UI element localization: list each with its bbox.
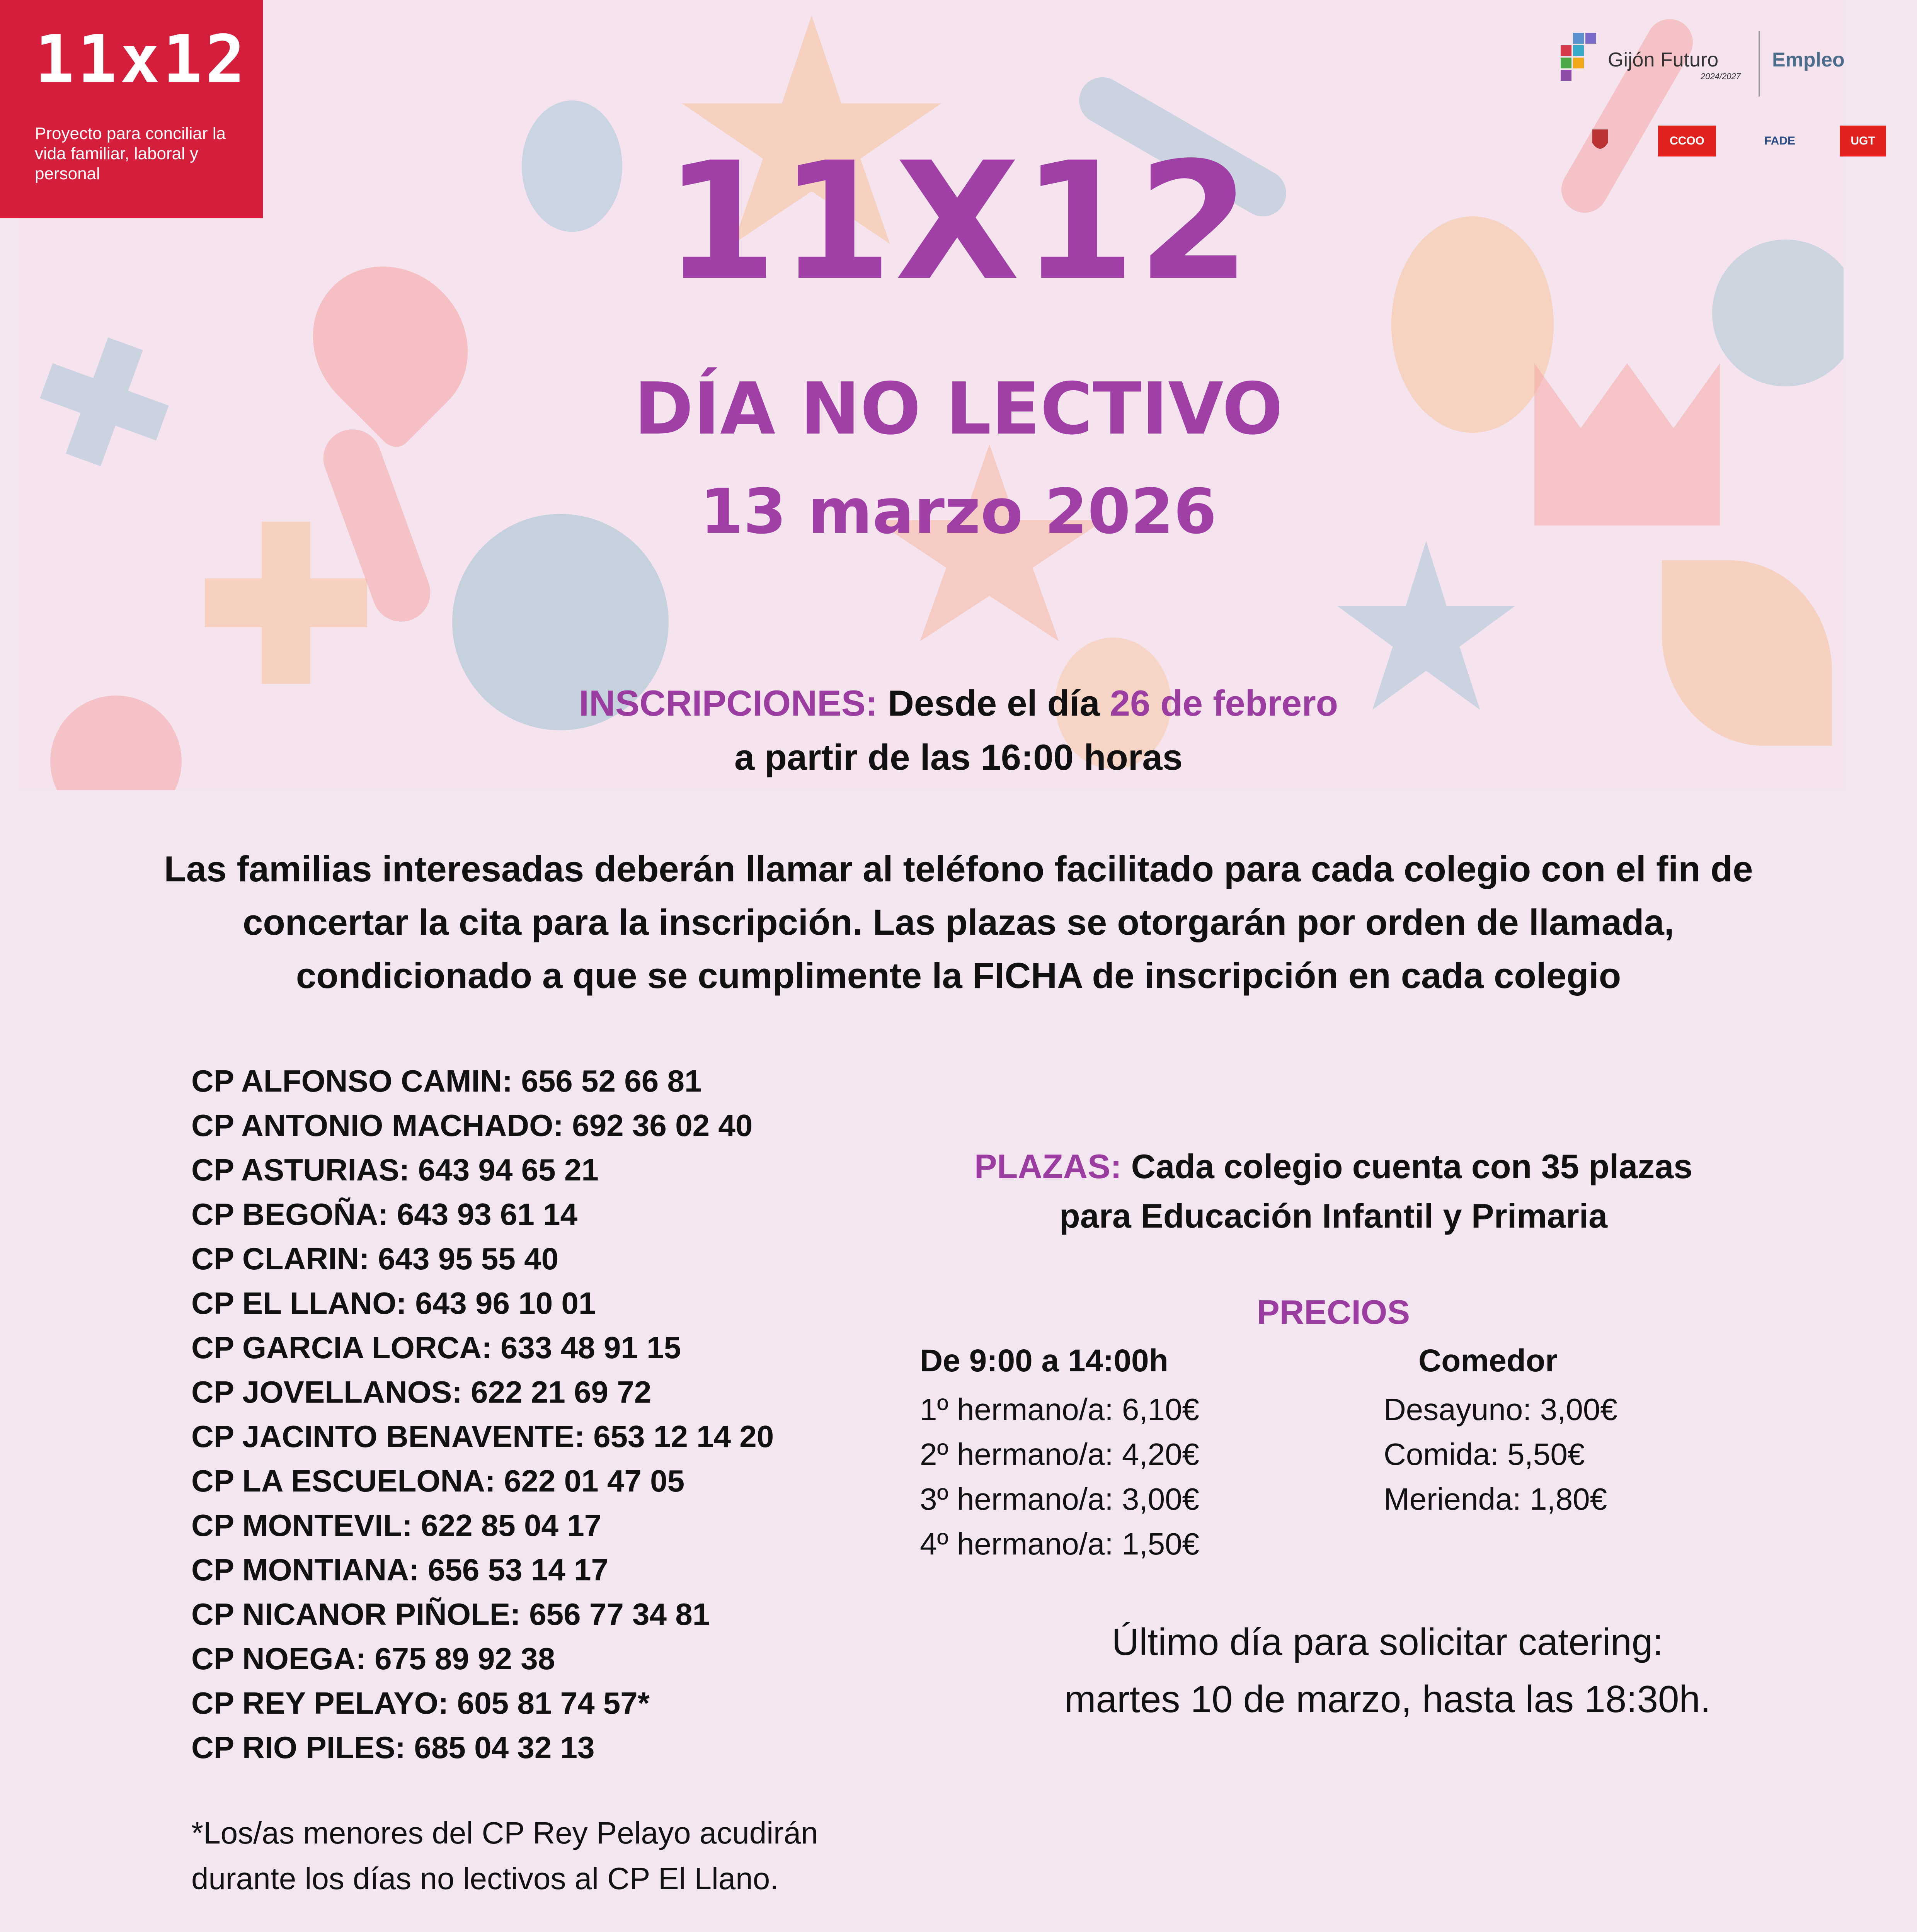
school-item: CP REY PELAYO: 605 81 74 57* [191,1686,650,1720]
registration-label: INSCRIPCIONES: [579,683,878,723]
comedor-heading: Comedor [1418,1343,1558,1378]
price-item: 4º hermano/a: 1,50€ [920,1527,1200,1561]
empleo-label: Empleo [1772,49,1845,71]
poster-title: 11X12 [664,128,1253,316]
catering-line1: Último día para solicitar catering: [1112,1621,1663,1663]
places-text-line2: para Educación Infantil y Primaria [1059,1197,1608,1235]
partner-divider [1759,31,1760,97]
intro-paragraph: Las familias interesadas deberán llamar al teléfono facilitado para cada colegio con el fin de concertar la cita para la inscripción. Las plazas se otorgarán por orden de llamada, condicionado a que se cumplimente la FICHA de inscripción en cada colegio [164,849,1753,996]
logo-mark: 11x12 [35,21,248,98]
school-item: CP ASTURIAS: 643 94 65 21 [191,1153,599,1187]
catering-deadline [935,1613,1840,1728]
places-info [889,1142,1778,1241]
school-item: CP JOVELLANOS: 622 21 69 72 [191,1375,652,1409]
ugt-logo: UGT [1840,126,1886,156]
school-item: CP EL LLANO: 643 96 10 01 [191,1286,596,1320]
school-item: CP MONTEVIL: 622 85 04 17 [191,1508,602,1543]
gijon-futuro-name: Gijón Futuro [1608,49,1719,71]
schedule-heading: De 9:00 a 14:00h [920,1343,1168,1378]
poster-subtitle: DÍA NO LECTIVO [634,367,1283,451]
footnote: *Los/as menores del CP Rey Pelayo acudirán durante los días no lectivos al CP El Llano. [191,1816,818,1896]
fade-logo: FADE [1764,134,1795,147]
event-date: 13 marzo 2026 [700,475,1217,548]
registration-date: 26 de febrero [1110,683,1338,723]
catering-line2: martes 10 de marzo, hasta las 18:30h. [1064,1678,1711,1720]
places-label: PLAZAS: [974,1147,1122,1185]
registration-time: a partir de las 16:00 horas [734,737,1183,777]
schools-list [191,1059,964,1770]
gijon-futuro-years: 2024/2027 [1701,71,1741,81]
logo-tagline: Proyecto para conciliar la vida familiar, laboral y personal [35,124,226,183]
school-item: CP MONTIANA: 656 53 14 17 [191,1553,608,1587]
school-item: CP BEGOÑA: 643 93 61 14 [191,1197,578,1231]
school-item: CP RIO PILES: 685 04 32 13 [191,1730,595,1765]
school-item: CP JACINTO BENAVENTE: 653 12 14 20 [191,1419,774,1454]
comedor-prices [1384,1387,1617,1522]
school-item: CP CLARIN: 643 95 55 40 [191,1242,559,1276]
price-item: 1º hermano/a: 6,10€ [920,1392,1200,1427]
price-item: 3º hermano/a: 3,00€ [920,1482,1200,1516]
school-item: CP ANTONIO MACHADO: 692 36 02 40 [191,1108,753,1143]
schedule-prices [920,1387,1199,1566]
price-item: Merienda: 1,80€ [1384,1482,1607,1516]
prices-title: PRECIOS [1256,1293,1410,1331]
price-item: Desayuno: 3,00€ [1384,1392,1617,1427]
school-item: CP LA ESCUELONA: 622 01 47 05 [191,1464,685,1498]
ccoo-logo: CCOO [1658,126,1716,156]
price-item: 2º hermano/a: 4,20€ [920,1437,1200,1471]
registration-info [0,676,1917,784]
places-text: Cada colegio cuenta con 35 plazas [1131,1147,1693,1185]
school-item: CP NOEGA: 675 89 92 38 [191,1641,555,1676]
school-item: CP NICANOR PIÑOLE: 656 77 34 81 [191,1597,710,1631]
school-item: CP GARCIA LORCA: 633 48 91 15 [191,1330,681,1365]
registration-text: Desde el día [888,683,1100,723]
school-item: CP ALFONSO CAMIN: 656 52 66 81 [191,1064,702,1098]
gijon-futuro-icon [1558,33,1600,75]
price-item: Comida: 5,50€ [1384,1437,1585,1471]
